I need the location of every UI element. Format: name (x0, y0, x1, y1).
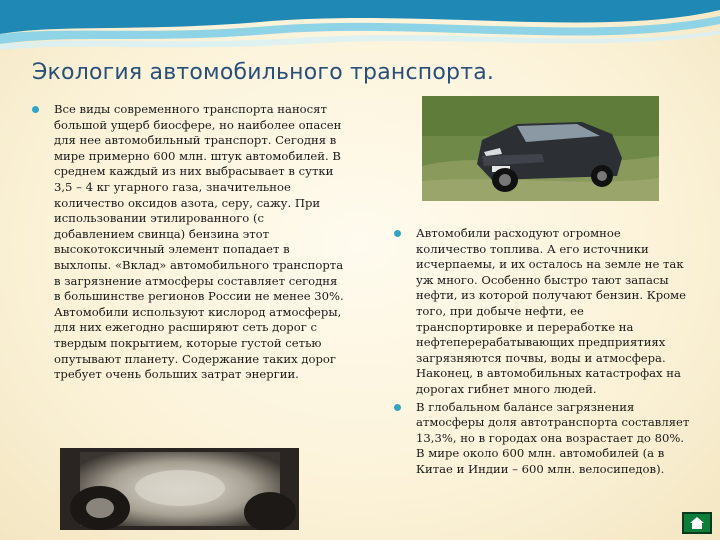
slide-title: Экология автомобильного транспорта. (32, 60, 495, 85)
left-bullet-item (30, 102, 346, 383)
bullet-icon (394, 404, 401, 411)
car-photo (422, 96, 659, 201)
left-column (30, 102, 346, 385)
right-paragraph-1: Автомобили расходуют огромное количество топлива. А его источники исчерпаемы, и их осталось на земле не так уж много. Особенно быстро тают запасы нефти, из которой получают бензин. Кроме того, при добыче нефти, ее транспортировке и переработке на нефтеперерабатывающих предприятиях загрязняются почвы, воды и атмосфера. Наконец, в автомобильных катастрофах на дорогах гибнет много людей. (416, 226, 686, 396)
right-paragraph-2: В глобальном балансе загрязнения атмосферы доля автотранспорта составляет 13,3%, но в городах она возрастает до 80%. В мире около 600 млн. автомобилей (а в Китае и Индии – 600 млн. велосипедов). (416, 399, 690, 476)
right-column (392, 226, 692, 480)
exhaust-photo (60, 448, 299, 530)
bullet-icon (32, 106, 39, 113)
right-bullet-item-1 (392, 226, 692, 398)
bullet-icon (394, 230, 401, 237)
right-bullet-item-2 (392, 400, 692, 478)
home-icon (689, 516, 705, 530)
left-paragraph: Все виды современного транспорта наносят большой ущерб биосфере, но наиболее опасен для нее автомобильный транспорт. Сегодня в мире примерно 600 млн. штук автомобилей. В среднем каждый из них выбрасывает в сутки 3,5 – 4 кг угарного газа, значительное количество оксидов азота, серу, сажу. При использовании этилированного (с добавлением свинца) бензина этот высокотоксичный элемент попадает в выхлопы. «Вклад» автомобильного транспорта в загрязнение атмосферы составляет сегодня в большинстве регионов России не менее 30%. Автомобили используют кислород атмосферы, для них ежегодно расширяют сеть дорог с твердым покрытием, которые густой сетью опутывают планету. Содержание таких дорог требует очень больших затрат энергии. (54, 102, 344, 382)
home-button[interactable] (682, 512, 712, 534)
